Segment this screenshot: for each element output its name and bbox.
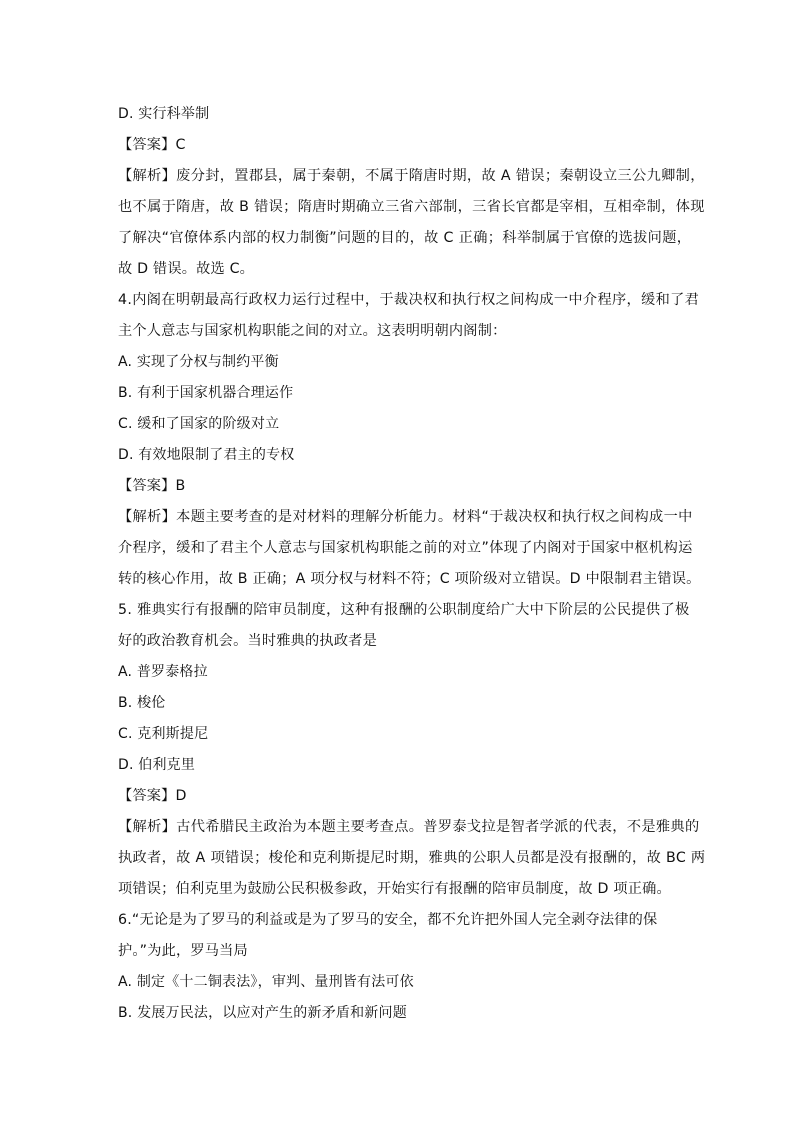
analysis-q5-line2: 执政者，故 A 项错误；梭伦和克利斯提尼时期，雅典的公职人员都是没有报酬的，故 BC 两 [118,850,706,866]
option-b-q6: B. 发展万民法，以应对产生的新矛盾和新问题 [118,1005,407,1021]
analysis-q5-line3: 项错误；伯利克里为鼓励公民积极参政，开始实行有报酬的陪审员制度，故 D 项正确。 [118,881,671,897]
question-5-line2: 好的政治教育机会。当时雅典的执政者是 [118,633,377,649]
question-5-line1: 5. 雅典实行有报酬的陪审员制度，这种有报酬的公职制度给广大中下阶层的公民提供了极 [118,602,690,618]
option-a-q4: A. 实现了分权与制约平衡 [118,354,279,370]
answer-q4: 【答案】B [118,478,186,494]
analysis-q4-line2: 介程序，缓和了君主个人意志与国家机构职能之前的对立”体现了内阁对于国家中枢机构运 [118,540,693,556]
answer-q5: 【答案】D [118,788,187,804]
analysis-q5-line1: 【解析】古代希腊民主政治为本题主要考查点。普罗泰戈拉是智者学派的代表，不是雅典的 [118,819,700,835]
option-d-q5: D. 伯利克里 [118,757,196,773]
analysis-q4-line3: 转的核心作用，故 B 正确；A 项分权与材料不符；C 项阶级对立错误。D 中限制君主错误。 [118,571,701,587]
answer-q3: 【答案】C [118,137,186,153]
option-d-q4: D. 有效地限制了君主的专权 [118,447,295,463]
analysis-q4-line1: 【解析】本题主要考查的是对材料的理解分析能力。材料“于裁决权和执行权之间构成一中 [118,509,693,525]
option-a-q6: A. 制定《十二铜表法》，审判、量刑皆有法可依 [118,974,414,990]
option-a-q5: A. 普罗泰格拉 [118,664,208,680]
option-c-q5: C. 克利斯提尼 [118,726,209,742]
option-b-q5: B. 梭伦 [118,695,166,711]
question-6-line1: 6.“无论是为了罗马的利益或是为了罗马的安全，都不允许把外国人完全剥夺法律的保 [118,912,658,928]
analysis-q3-line3: 了解决“官僚体系内部的权力制衡”问题的目的，故 C 正确；科举制属于官僚的选拔问题， [118,230,692,246]
option-d-q3: D. 实行科举制 [118,106,210,122]
option-c-q4: C. 缓和了国家的阶级对立 [118,416,280,432]
analysis-q3-line2: 也不属于隋唐，故 B 错误；隋唐时期确立三省六部制，三省长官都是宰相，互相牵制，体现 [118,199,705,215]
question-4-line2: 主个人意志与国家机构职能之间的对立。这表明明朝内阁制： [118,323,507,339]
question-6-line2: 护。”为此，罗马当局 [118,943,248,959]
question-4-line1: 4.内阁在明朝最高行政权力运行过程中，于裁决权和执行权之间构成一中介程序，缓和了君 [118,292,700,308]
analysis-q3-line4: 故 D 错误。故选 C。 [118,261,255,277]
option-b-q4: B. 有利于国家机器合理运作 [118,385,294,401]
analysis-q3-line1: 【解析】废分封，置郡县，属于秦朝，不属于隋唐时期，故 A 错误；秦朝设立三公九卿制， [118,168,705,184]
